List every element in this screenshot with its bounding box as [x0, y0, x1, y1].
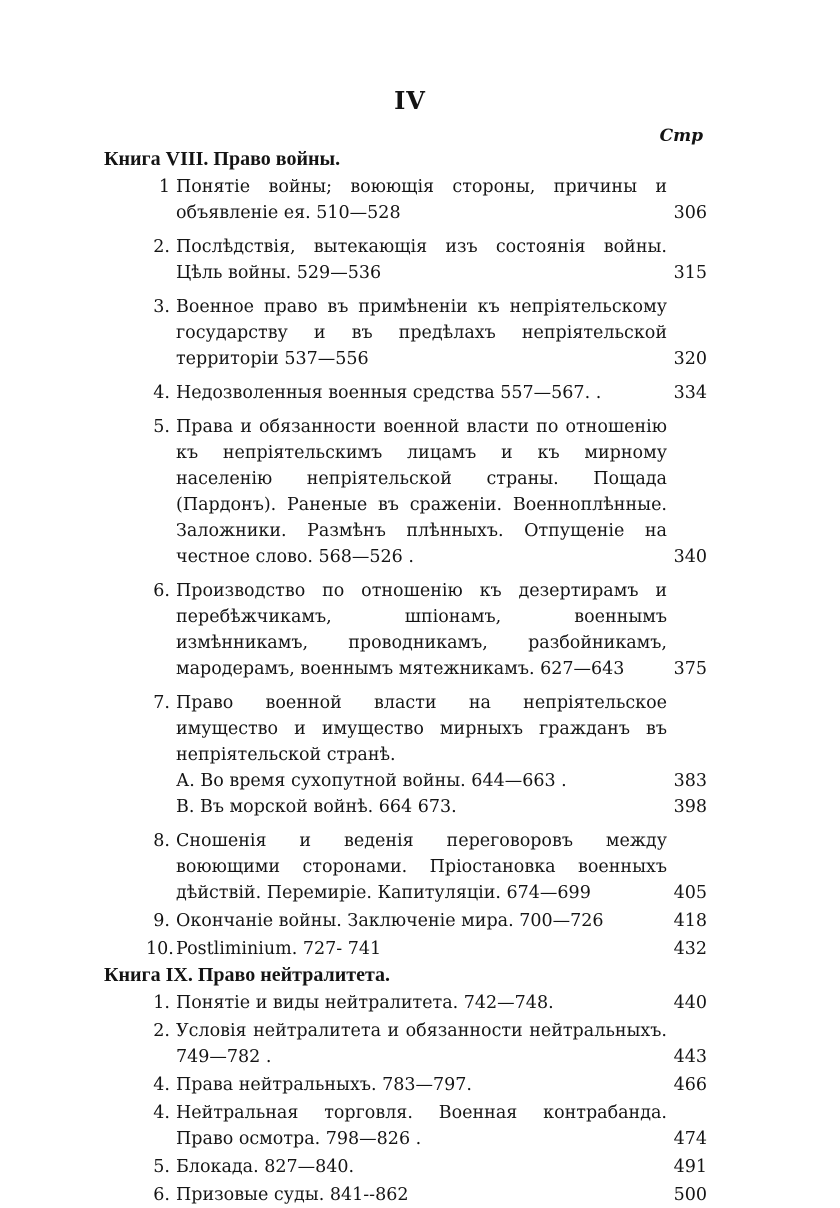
- toc-entry: [104, 828, 707, 906]
- entry-text: Права и обязанности военной власти по отношенію къ непріятельскимъ лицамъ и къ мирному населенію непріятельской страны. Пощада (Пардонъ). Раненые въ сраженіи. Военноплѣнные. Заложники. Размѣнъ плѣнныхъ. Отпущеніе на честное слово. 568—526 .: [176, 417, 667, 567]
- entry-text: Военное право въ примѣненіи къ непріятельскому государству и въ предѣлахъ непріятельской территоріи 537—556: [176, 297, 667, 369]
- entry-page: 375: [673, 659, 707, 679]
- entry-page: 500: [673, 1185, 707, 1205]
- entry-number: 6.: [153, 1185, 170, 1205]
- entry-page: 418: [673, 911, 707, 931]
- entry-page: 474: [673, 1129, 707, 1149]
- subentry-text: В. Въ морской войнѣ. 664 673.: [176, 797, 457, 817]
- entry-page: 340: [673, 547, 707, 567]
- entry-text: Послѣдствія, вытекающія изъ состоянія войны. Цѣль войны. 529—536: [176, 237, 667, 283]
- entry-text: Право военной власти на непріятельское имущество и имущество мирныхъ гражданъ въ непріятельской странѣ.: [176, 693, 667, 765]
- entry-page: 443: [673, 1047, 707, 1067]
- toc-entry: [104, 294, 707, 372]
- toc-entry: [104, 578, 707, 682]
- entry-text: Условія нейтралитета и обязанности нейтральныхъ. 749—782 .: [176, 1021, 667, 1067]
- toc-entry: [104, 990, 707, 1016]
- entry-text: Postliminium. 727- 741: [176, 939, 382, 959]
- entry-number: 4.: [153, 383, 170, 403]
- entry-number: 5.: [153, 417, 170, 437]
- entry-page: 405: [673, 883, 707, 903]
- book-word: Книга: [104, 148, 161, 170]
- subentry-text: А. Во время сухопутной войны. 644—663 .: [176, 771, 567, 791]
- entry-text: Призовые суды. 841--862: [176, 1185, 409, 1205]
- toc-entry: [104, 690, 707, 768]
- toc-entry: [104, 380, 707, 406]
- entry-page: 306: [673, 203, 707, 223]
- entry-page: 320: [673, 349, 707, 369]
- toc-entry: [104, 234, 707, 286]
- book-title: VIII. Право войны.: [165, 148, 341, 170]
- toc-entry: [104, 1018, 707, 1070]
- entry-number: 1.: [153, 993, 170, 1013]
- entry-number: 8.: [153, 831, 170, 851]
- book-title: IX. Право нейтралитета.: [165, 964, 391, 986]
- entry-page: 466: [673, 1075, 707, 1095]
- entry-text: Понятіе войны; воюющія стороны, причины и объявленіе ея. 510—528: [176, 177, 667, 223]
- toc-subentry: [104, 768, 707, 794]
- table-of-contents: [104, 146, 707, 1208]
- entry-number: 6.: [153, 581, 170, 601]
- entry-text: Нейтральная торговля. Военная контрабанда. Право осмотра. 798—826 .: [176, 1103, 667, 1149]
- toc-entry: [104, 908, 707, 934]
- entry-text: Сношенія и веденія переговоровъ между воюющими сторонами. Пріостановка военныхъ дѣйствій. Перемиріе. Капитуляціи. 674—699: [176, 831, 667, 903]
- toc-entry: [104, 174, 707, 226]
- entry-text: Блокада. 827—840.: [176, 1157, 355, 1177]
- entry-number: 7.: [153, 693, 170, 713]
- entry-number: 2.: [153, 237, 170, 257]
- toc-entry: [104, 936, 707, 962]
- entry-page: 491: [673, 1157, 707, 1177]
- toc-subentry: [104, 794, 707, 820]
- toc-entry: [104, 1154, 707, 1180]
- entry-text: Права нейтральныхъ. 783—797.: [176, 1075, 472, 1095]
- entry-number: 9.: [153, 911, 170, 931]
- entry-number: 4.: [153, 1103, 170, 1123]
- toc-entry: [104, 414, 707, 570]
- book-heading: [104, 146, 707, 172]
- toc-entry: [104, 1072, 707, 1098]
- page-number: IV: [394, 86, 426, 115]
- subentry-page: 398: [673, 797, 707, 817]
- entry-page: 440: [673, 993, 707, 1013]
- entry-text: Окончаніе войны. Заключеніе мира. 700—726: [176, 911, 604, 931]
- entry-number: 4.: [153, 1075, 170, 1095]
- toc-entry: [104, 1100, 707, 1152]
- book-heading: [104, 962, 707, 988]
- entry-number: 1: [158, 177, 170, 197]
- entry-page: 432: [673, 939, 707, 959]
- entry-number: 3.: [153, 297, 170, 317]
- entry-text: Понятіе и виды нейтралитета. 742—748.: [176, 993, 554, 1013]
- entry-number: 10.: [146, 939, 174, 959]
- entry-text: Недозволенныя военныя средства 557—567. .: [176, 383, 602, 403]
- entry-number: 5.: [153, 1157, 170, 1177]
- entry-page: 315: [673, 263, 707, 283]
- subentry-page: 383: [673, 771, 707, 791]
- book-word: Книга: [104, 964, 161, 986]
- entry-text: Производство по отношенію къ дезертирамъ и перебѣжчикамъ, шпіонамъ, военнымъ измѣнникамъ, проводникамъ, разбойникамъ, мародерамъ, военнымъ мятежникамъ. 627—643: [176, 581, 667, 679]
- toc-entry: [104, 1182, 707, 1208]
- entry-page: 334: [673, 383, 707, 403]
- entry-number: 2.: [153, 1021, 170, 1041]
- pages-column-heading: Стр: [659, 126, 703, 146]
